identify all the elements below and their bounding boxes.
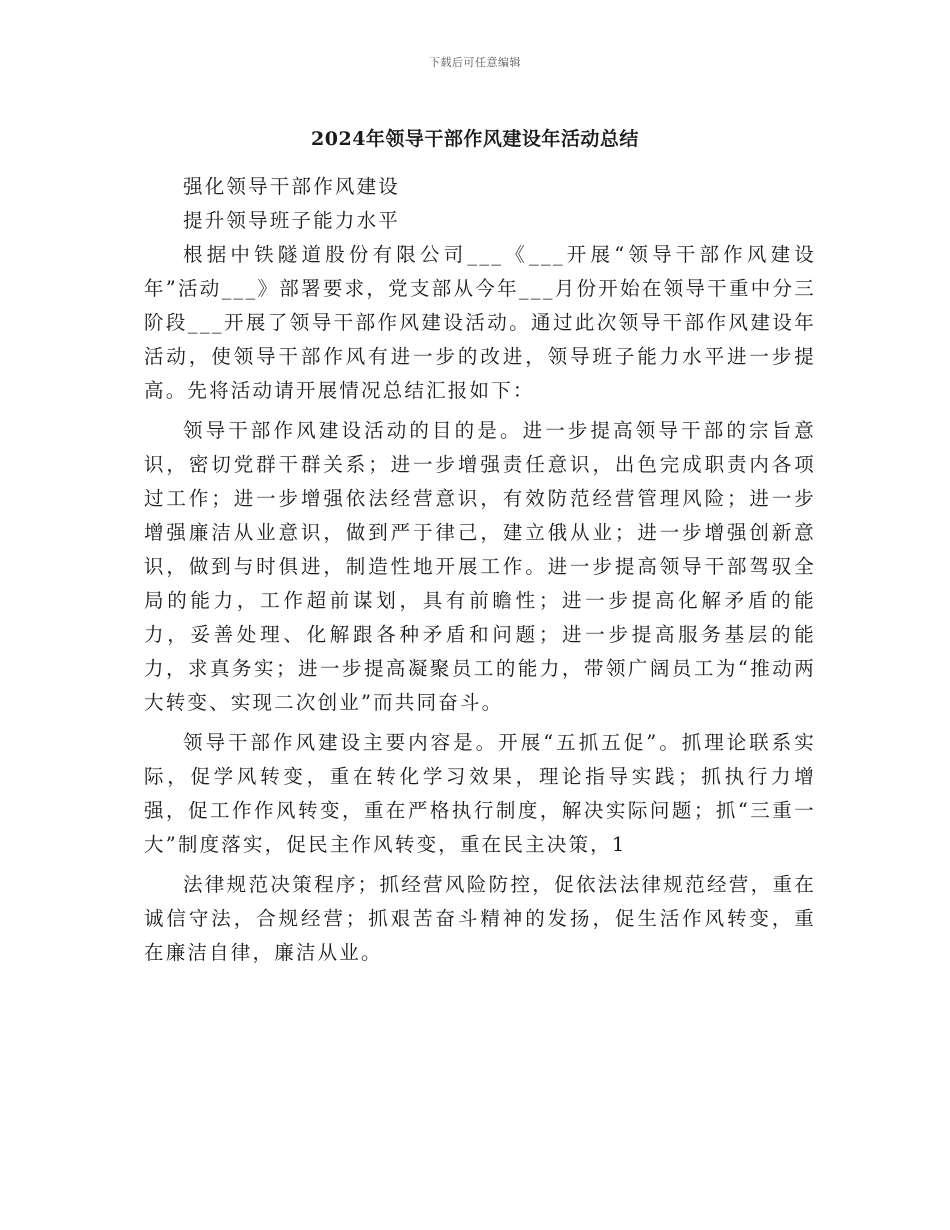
paragraph-content: 领导干部作风建设主要内容是。开展“五抓五促”。抓理论联系实际，促学风转变，重在转化学习效果，理论指导实践；抓执行力增强，促工作作风转变，重在严格执行制度，解决实际问题；抓“三重一大”制度落实，促民主作风转变，重在民主决策，1 [144, 731, 816, 856]
header-note: 下载后可任意编辑 [429, 56, 521, 69]
subheading-1: 强化领导干部作风建设 [183, 175, 401, 198]
document-body [144, 170, 816, 970]
subheading-2: 提升领导班子能力水平 [183, 209, 401, 232]
paragraph-intro: 根据中铁隧道股份有限公司___《___开展“领导干部作风建设年”活动___》部署要求，党支部从今年___月份开始在领导干重中分三阶段___开展了领导干部作风建设活动。通过此次领导干部作风建设年活动，使领导干部作风有进一步的改进，领导班子能力水平进一步提高。先将活动请开展情况总结汇报如下： [144, 243, 816, 402]
document-title: 2024年领导干部作风建设年活动总结 [311, 128, 639, 150]
paragraph-purpose: 领导干部作风建设活动的目的是。进一步提高领导干部的宗旨意识，密切党群干群关系；进一步增强责任意识，出色完成职责内各项过工作；进一步增强依法经营意识，有效防范经营管理风险；进一步增强廉洁从业意识，做到严于律己，建立俄从业；进一步增强创新意识，做到与时俱进，制造性地开展工作。进一步提高领导干部驾驭全局的能力，工作超前谋划，具有前瞻性；进一步提高化解矛盾的能力，妥善处理、化解跟各种矛盾和问题；进一步提高服务基层的能力，求真务实；进一步提高凝聚员工的能力，带领广阔员工为“推动两大转变、实现二次创业”而共同奋斗。 [144, 419, 816, 714]
paragraph-continued: 法律规范决策程序；抓经营风险防控，促依法法律规范经营，重在诚信守法，合规经营；抓艰苦奋斗精神的发扬，促生活作风转变，重在廉洁自律，廉洁从业。 [144, 873, 816, 964]
